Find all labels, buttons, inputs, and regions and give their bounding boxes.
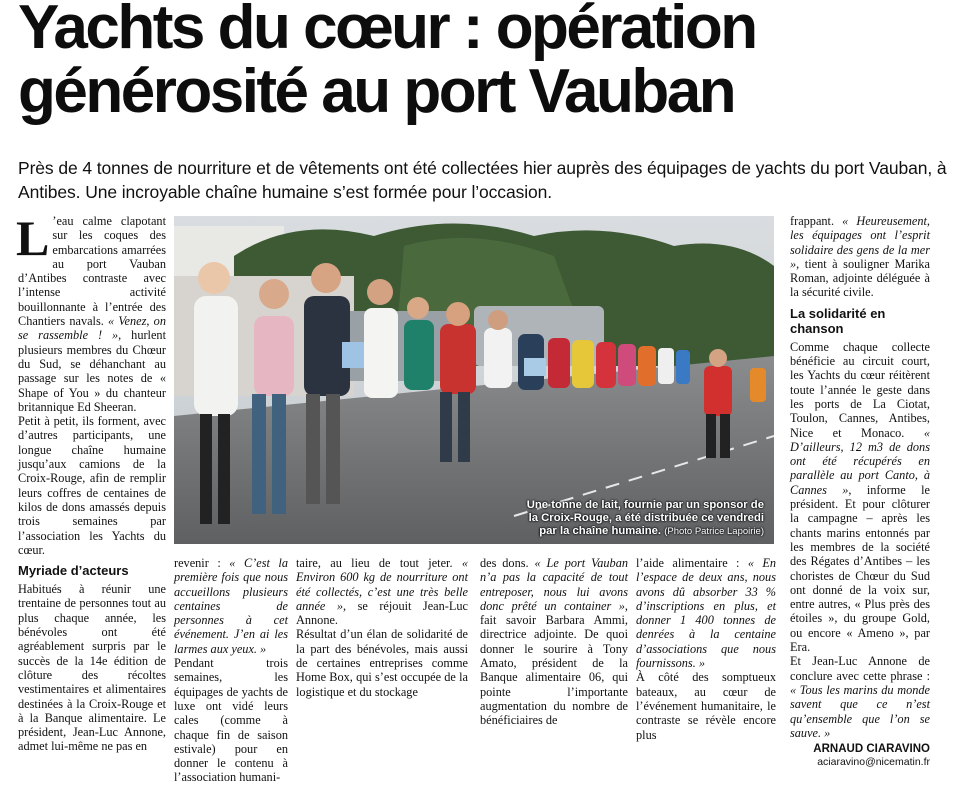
quote: « D’ailleurs, 12 m3 de dons ont été récupérés en parallèle au port Canto, à Cannes » <box>790 425 930 497</box>
text-run: l’aide alimentaire : <box>636 556 748 570</box>
column-2 <box>174 556 288 785</box>
caption-text: Une tonne de lait, fournie par un sponsor de la Croix-Rouge, a été distribuée ce vendredi par la chaîne humaine. <box>526 499 764 537</box>
column-3 <box>296 556 468 699</box>
text-run: frappant. <box>790 214 843 228</box>
paragraph: Résultat d’un élan de solidarité de la part des bénévoles, mais aussi de certaines entreprises comme Home Box, qui s’est occupée de la logistique et du stockage <box>296 627 468 699</box>
text-run: Comme chaque collecte bénéficie au circuit court, les Yachts du cœur réitèrent toute l’année le geste dans les ports de La Ciotat, Toulon, Cannes, Antibes, Nice et Monaco. <box>790 339 930 440</box>
text-run: , tient à souligner Marika Roman, adjointe déléguée à la sécurité civile. <box>790 256 930 300</box>
paragraph <box>16 210 166 414</box>
quote: « Venez, on se rassemble ! » <box>18 314 166 343</box>
text-run: , informe le président. Et pour clôturer la campagne – après les chants marins entonnés par les membres de la société des Régates d’Antibes – les choristes de Chœur du Sud ont donné de la voix sur, entre autres, « Plus près des étoiles », du groupe Gold, ou encore « Ameno », par Era. <box>790 482 930 655</box>
author-email: aciaravino@nicematin.fr <box>817 756 930 769</box>
paragraph: Pendant trois semaines, les équipages de yachts de luxe ont vidé leurs cales (comme à chaque fin de saison estivale) pour en donner le contenu à l’association humani- <box>174 656 288 785</box>
quote: « Environ 600 kg de nourriture ont été collectés, c’est une très belle année » <box>296 556 468 613</box>
text-run: Et Jean-Luc Annone de conclure avec cette phrase : <box>790 654 930 683</box>
paragraph <box>480 556 628 728</box>
column-1 <box>16 210 166 754</box>
paragraph: Petit à petit, ils forment, avec d’autres participants, une longue chaîne humaine jusqu’aux camions de la Croix-Rouge, afin de remplir leurs coffres de centaines de kilos de dons amassés depuis trois semaines par l’association les Yachts du cœur. <box>18 414 166 557</box>
photo-credit: (Photo Patrice Lapoirie) <box>664 526 764 537</box>
quote: « C’est la première fois que nous accueillons plusieurs centaines de personnes à cet événement. J’en ai les larmes aux yeux. » <box>174 556 288 656</box>
column-4 <box>480 556 628 728</box>
text-run: , se réjouit Jean-Luc Annone. <box>296 598 468 628</box>
paragraph <box>296 556 468 627</box>
quote: « En l’espace de deux ans, nous avons dû absorber 33 % d’inscriptions en plus, et donner 1 400 tonnes de denrées à la centaine d’associations que nous fournissons. » <box>636 556 777 671</box>
headline: Yachts du cœur : opération générosité au port Vauban <box>18 0 756 126</box>
byline: ARNAUD CIARAVINO <box>813 743 930 756</box>
paragraph <box>790 654 930 740</box>
photo-illustration <box>174 216 774 544</box>
deck: Près de 4 tonnes de nourriture et de vêtements ont été collectées hier auprès des équipages de yachts du port Vauban, à Antibes. Une incroyable chaîne humaine s’est formée pour l’occasion. <box>18 158 947 202</box>
text-run: des dons. <box>480 556 535 570</box>
paragraph <box>174 556 288 656</box>
photo-human-chain <box>174 216 774 544</box>
text-run: revenir : <box>174 556 230 570</box>
quote: « Le port Vauban n’a pas la capacité de tout entreposer, nous lui avons donc prêté un container » <box>480 556 628 613</box>
text-run: ’eau calme clapotant sur les coques des embarcations amarrées au port Vauban d’Antibes contraste avec l’intense activité bouillonnante à l’entrée des Chantiers navals. <box>18 214 166 329</box>
text-run: , fait savoir Barbara Ammi, directrice adjointe. De quoi donner le sourire à Tony Amato, président de la Banque alimentaire 06, qui pointe l’importante augmentation du nombre de bénéficiaires de <box>480 598 628 728</box>
subheading: Myriade d’acteurs <box>18 563 129 579</box>
paragraph <box>790 214 930 300</box>
subheading: La solidarité en chanson <box>790 305 886 336</box>
paragraph: À côté des somptueux bateaux, au cœur de l’événement humanitaire, le contraste se révèle encore plus <box>636 670 776 742</box>
drop-cap: L <box>16 210 50 266</box>
quote: « Heureusement, les équipages ont l’esprit solidaire des gens de la mer » <box>790 214 930 271</box>
text-run: taire, au lieu de tout jeter. <box>296 556 462 570</box>
paragraph: Habitués à réunir une trentaine de personnes tout au plus chaque année, les bénévoles ont été agréablement surpris par le succès de la 14e édition de clôture des récoltes vestimentaires et alimentaires destinées à la Croix-Rouge et à la Banque alimentaire. Le président, Jean-Luc Annone, admet lui-même ne pas en <box>18 582 166 754</box>
paragraph <box>790 340 930 655</box>
column-6 <box>790 214 930 769</box>
paragraph <box>636 556 776 670</box>
quote: « Tous les marins du monde savent que ce n’est qu’ensemble que l’on se sauve. » <box>790 682 930 740</box>
photo-caption <box>524 499 764 538</box>
text-run: , hurlent plusieurs membres du Chœur du Sud, se déhanchant au passage sur les notes de « Shape of You » du chanteur britannique Ed Sheeran. <box>18 328 166 414</box>
